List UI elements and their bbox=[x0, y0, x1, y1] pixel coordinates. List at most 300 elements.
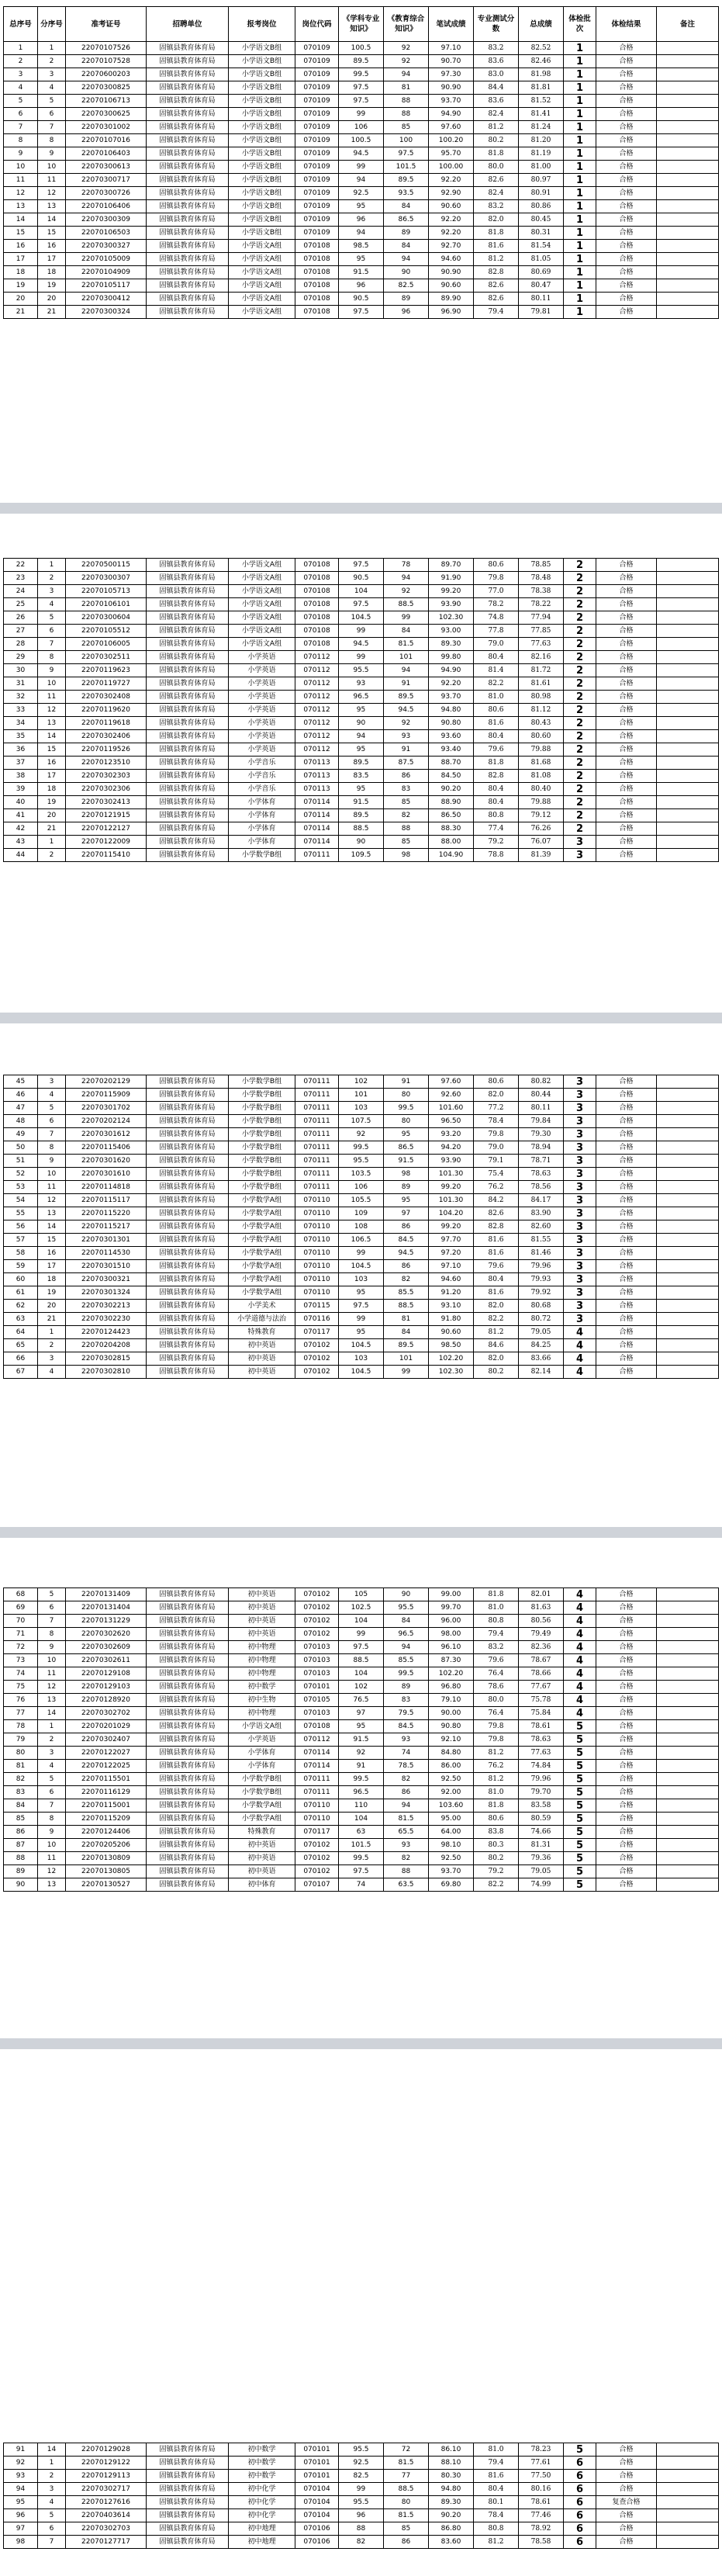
cell-total-no: 67 bbox=[4, 1366, 38, 1379]
table-row bbox=[4, 1366, 719, 1379]
cell-unit: 固镇县教育体育局 bbox=[147, 1720, 229, 1733]
cell-result: 合格 bbox=[596, 1601, 657, 1615]
cell-code: 070108 bbox=[295, 598, 339, 611]
table-row bbox=[4, 2457, 719, 2470]
cell-edu-score: 85 bbox=[384, 121, 429, 134]
cell-code: 070117 bbox=[295, 1826, 339, 1839]
cell-sub-no: 2 bbox=[38, 1733, 66, 1747]
cell-sub-no: 8 bbox=[38, 1628, 66, 1641]
cell-total-no: 54 bbox=[4, 1194, 38, 1207]
cell-unit: 固镇县教育体育局 bbox=[147, 2443, 229, 2457]
cell-subject-score: 95 bbox=[339, 1720, 384, 1733]
cell-edu-score: 77 bbox=[384, 2470, 429, 2483]
cell-written: 97.30 bbox=[429, 68, 474, 81]
cell-ticket: 22070300613 bbox=[66, 161, 147, 174]
cell-ticket: 22070119727 bbox=[66, 677, 147, 691]
cell-total-no: 52 bbox=[4, 1168, 38, 1181]
cell-total: 81.46 bbox=[519, 1247, 564, 1260]
cell-ticket: 22070114818 bbox=[66, 1181, 147, 1194]
cell-total: 80.16 bbox=[519, 2483, 564, 2496]
cell-total-no: 47 bbox=[4, 1102, 38, 1115]
cell-batch: 3 bbox=[564, 1115, 596, 1128]
cell-edu-score: 72 bbox=[384, 2443, 429, 2457]
cell-sub-no: 3 bbox=[38, 585, 66, 598]
cell-edu-score: 88.5 bbox=[384, 1300, 429, 1313]
cell-batch: 6 bbox=[564, 2536, 596, 2549]
table-row bbox=[4, 822, 719, 836]
cell-sub-no: 13 bbox=[38, 1207, 66, 1220]
cell-edu-score: 89 bbox=[384, 227, 429, 240]
cell-position: 初中物理 bbox=[229, 1654, 295, 1667]
cell-total-no: 34 bbox=[4, 717, 38, 730]
cell-skill: 79.2 bbox=[474, 1865, 519, 1878]
cell-edu-score: 83 bbox=[384, 1694, 429, 1707]
cell-subject-score: 104 bbox=[339, 1667, 384, 1681]
table-row bbox=[4, 1654, 719, 1667]
cell-code: 070106 bbox=[295, 2522, 339, 2536]
cell-subject-score: 99.5 bbox=[339, 1852, 384, 1865]
cell-position: 小学数学A组 bbox=[229, 1273, 295, 1286]
cell-ticket: 22070302413 bbox=[66, 796, 147, 809]
cell-batch: 3 bbox=[564, 1286, 596, 1300]
cell-position: 小学语文A组 bbox=[229, 585, 295, 598]
cell-unit: 固镇县教育体育局 bbox=[147, 625, 229, 638]
cell-code: 070102 bbox=[295, 1852, 339, 1865]
cell-total-no: 62 bbox=[4, 1300, 38, 1313]
cell-total: 79.05 bbox=[519, 1865, 564, 1878]
cell-total-no: 73 bbox=[4, 1654, 38, 1667]
cell-note bbox=[657, 1667, 719, 1681]
cell-batch: 1 bbox=[564, 161, 596, 174]
cell-written: 91.20 bbox=[429, 1286, 474, 1300]
cell-result: 合格 bbox=[596, 1799, 657, 1813]
cell-note bbox=[657, 822, 719, 836]
cell-batch: 3 bbox=[564, 1141, 596, 1155]
cell-sub-no: 5 bbox=[38, 2509, 66, 2522]
table-row bbox=[4, 213, 719, 227]
cell-skill: 80.8 bbox=[474, 2522, 519, 2536]
cell-code: 070108 bbox=[295, 572, 339, 585]
cell-subject-score: 102.5 bbox=[339, 1601, 384, 1615]
cell-code: 070107 bbox=[295, 1878, 339, 1892]
cell-skill: 77.4 bbox=[474, 822, 519, 836]
cell-edu-score: 98 bbox=[384, 849, 429, 862]
cell-total: 74.99 bbox=[519, 1878, 564, 1892]
cell-code: 070106 bbox=[295, 2536, 339, 2549]
cell-edu-score: 82 bbox=[384, 1273, 429, 1286]
cell-skill: 80.2 bbox=[474, 134, 519, 147]
cell-total: 77.63 bbox=[519, 1747, 564, 1760]
cell-sub-no: 3 bbox=[38, 1352, 66, 1366]
cell-subject-score: 92.5 bbox=[339, 187, 384, 200]
cell-subject-score: 110 bbox=[339, 1799, 384, 1813]
cell-skill: 81.4 bbox=[474, 664, 519, 677]
cell-written: 88.70 bbox=[429, 757, 474, 770]
cell-ticket: 22070302511 bbox=[66, 651, 147, 664]
cell-written: 83.60 bbox=[429, 2536, 474, 2549]
cell-written: 93.60 bbox=[429, 730, 474, 743]
cell-code: 070111 bbox=[295, 1773, 339, 1786]
table-row bbox=[4, 1681, 719, 1694]
cell-result: 合格 bbox=[596, 108, 657, 121]
cell-position: 小学语文A组 bbox=[229, 1720, 295, 1733]
cell-note bbox=[657, 1641, 719, 1654]
cell-skill: 81.2 bbox=[474, 1773, 519, 1786]
table-row bbox=[4, 1220, 719, 1234]
cell-position: 小学语文A组 bbox=[229, 638, 295, 651]
cell-note bbox=[657, 1720, 719, 1733]
cell-skill: 81.8 bbox=[474, 1799, 519, 1813]
cell-written: 86.00 bbox=[429, 1760, 474, 1773]
table-row bbox=[4, 677, 719, 691]
cell-total: 80.72 bbox=[519, 1313, 564, 1326]
cell-result: 合格 bbox=[596, 293, 657, 306]
table-row bbox=[4, 81, 719, 95]
table-row bbox=[4, 1313, 719, 1326]
cell-total-no: 16 bbox=[4, 240, 38, 253]
cell-unit: 固镇县教育体育局 bbox=[147, 1865, 229, 1878]
cell-batch: 3 bbox=[564, 1155, 596, 1168]
cell-skill: 82.2 bbox=[474, 1878, 519, 1892]
cell-ticket: 22070115501 bbox=[66, 1773, 147, 1786]
cell-subject-score: 88 bbox=[339, 2522, 384, 2536]
cell-total-no: 75 bbox=[4, 1681, 38, 1694]
cell-result: 合格 bbox=[596, 1366, 657, 1379]
cell-written: 69.80 bbox=[429, 1878, 474, 1892]
cell-skill: 80.1 bbox=[474, 2496, 519, 2509]
cell-total-no: 5 bbox=[4, 95, 38, 108]
cell-unit: 固镇县教育体育局 bbox=[147, 1760, 229, 1773]
cell-code: 070109 bbox=[295, 227, 339, 240]
cell-ticket: 22070130805 bbox=[66, 1865, 147, 1878]
cell-written: 93.00 bbox=[429, 625, 474, 638]
cell-written: 92.90 bbox=[429, 187, 474, 200]
cell-batch: 1 bbox=[564, 200, 596, 213]
cell-edu-score: 86 bbox=[384, 2536, 429, 2549]
table-header-row bbox=[4, 7, 719, 42]
cell-position: 小学语文A组 bbox=[229, 266, 295, 279]
cell-batch: 3 bbox=[564, 1234, 596, 1247]
cell-ticket: 22070130809 bbox=[66, 1852, 147, 1865]
cell-result: 合格 bbox=[596, 2443, 657, 2457]
cell-total-no: 55 bbox=[4, 1207, 38, 1220]
cell-edu-score: 92 bbox=[384, 42, 429, 55]
cell-unit: 固镇县教育体育局 bbox=[147, 1813, 229, 1826]
cell-position: 小学数学B组 bbox=[229, 849, 295, 862]
cell-note bbox=[657, 1852, 719, 1865]
table-row bbox=[4, 2443, 719, 2457]
cell-position: 小学语文B组 bbox=[229, 213, 295, 227]
cell-total-no: 22 bbox=[4, 559, 38, 572]
cell-code: 070111 bbox=[295, 1168, 339, 1181]
cell-written: 97.60 bbox=[429, 121, 474, 134]
cell-subject-score: 103.5 bbox=[339, 1168, 384, 1181]
cell-unit: 固镇县教育体育局 bbox=[147, 1641, 229, 1654]
cell-unit: 固镇县教育体育局 bbox=[147, 1273, 229, 1286]
cell-edu-score: 79.5 bbox=[384, 1707, 429, 1720]
cell-total-no: 33 bbox=[4, 704, 38, 717]
cell-result: 合格 bbox=[596, 2522, 657, 2536]
cell-total: 78.38 bbox=[519, 585, 564, 598]
cell-total: 80.82 bbox=[519, 1075, 564, 1089]
cell-edu-score: 83 bbox=[384, 783, 429, 796]
cell-sub-no: 15 bbox=[38, 227, 66, 240]
cell-code: 070102 bbox=[295, 1865, 339, 1878]
cell-written: 96.10 bbox=[429, 1641, 474, 1654]
cell-written: 88.90 bbox=[429, 796, 474, 809]
cell-total: 81.98 bbox=[519, 68, 564, 81]
cell-subject-score: 90.5 bbox=[339, 572, 384, 585]
page-divider bbox=[0, 2038, 722, 2049]
cell-skill: 80.8 bbox=[474, 809, 519, 822]
cell-ticket: 22070122027 bbox=[66, 1747, 147, 1760]
cell-total: 83.66 bbox=[519, 1352, 564, 1366]
cell-unit: 固镇县教育体育局 bbox=[147, 1707, 229, 1720]
cell-skill: 82.8 bbox=[474, 1220, 519, 1234]
cell-sub-no: 2 bbox=[38, 2470, 66, 2483]
cell-ticket: 22070106503 bbox=[66, 227, 147, 240]
cell-ticket: 22070115117 bbox=[66, 1194, 147, 1207]
cell-written: 90.60 bbox=[429, 200, 474, 213]
table-row bbox=[4, 572, 719, 585]
cell-edu-score: 92 bbox=[384, 55, 429, 68]
cell-unit: 固镇县教育体育局 bbox=[147, 559, 229, 572]
cell-position: 小学语文A组 bbox=[229, 598, 295, 611]
table-row bbox=[4, 1155, 719, 1168]
cell-code: 070109 bbox=[295, 81, 339, 95]
cell-note bbox=[657, 279, 719, 293]
cell-subject-score: 96 bbox=[339, 2509, 384, 2522]
cell-edu-score: 89.5 bbox=[384, 174, 429, 187]
cell-note bbox=[657, 1247, 719, 1260]
table-row bbox=[4, 1273, 719, 1286]
cell-result: 合格 bbox=[596, 1747, 657, 1760]
cell-note bbox=[657, 651, 719, 664]
cell-sub-no: 12 bbox=[38, 1194, 66, 1207]
cell-edu-score: 97.5 bbox=[384, 147, 429, 161]
cell-skill: 77.2 bbox=[474, 1102, 519, 1115]
cell-code: 070115 bbox=[295, 1300, 339, 1313]
cell-total: 81.72 bbox=[519, 664, 564, 677]
cell-total: 79.88 bbox=[519, 796, 564, 809]
table-row bbox=[4, 2522, 719, 2536]
cell-sub-no: 14 bbox=[38, 1220, 66, 1234]
cell-position: 初中英语 bbox=[229, 1601, 295, 1615]
cell-result: 合格 bbox=[596, 266, 657, 279]
cell-code: 070112 bbox=[295, 691, 339, 704]
cell-code: 070111 bbox=[295, 1102, 339, 1115]
cell-position: 小学数学B组 bbox=[229, 1128, 295, 1141]
cell-unit: 固镇县教育体育局 bbox=[147, 822, 229, 836]
cell-total-no: 24 bbox=[4, 585, 38, 598]
cell-ticket: 22070106713 bbox=[66, 95, 147, 108]
cell-written: 92.20 bbox=[429, 174, 474, 187]
cell-result: 合格 bbox=[596, 611, 657, 625]
cell-total: 79.92 bbox=[519, 1286, 564, 1300]
table-row bbox=[4, 1799, 719, 1813]
cell-total-no: 37 bbox=[4, 757, 38, 770]
cell-subject-score: 95 bbox=[339, 253, 384, 266]
cell-note bbox=[657, 1865, 719, 1878]
cell-note bbox=[657, 1089, 719, 1102]
cell-note bbox=[657, 1878, 719, 1892]
cell-unit: 固镇县教育体育局 bbox=[147, 1601, 229, 1615]
cell-subject-score: 96 bbox=[339, 279, 384, 293]
cell-subject-score: 106.5 bbox=[339, 1234, 384, 1247]
cell-total-no: 69 bbox=[4, 1601, 38, 1615]
cell-subject-score: 99 bbox=[339, 625, 384, 638]
cell-result: 合格 bbox=[596, 1313, 657, 1326]
cell-total: 81.05 bbox=[519, 253, 564, 266]
cell-sub-no: 5 bbox=[38, 95, 66, 108]
cell-written: 96.80 bbox=[429, 1681, 474, 1694]
cell-code: 070112 bbox=[295, 651, 339, 664]
cell-ticket: 22070300717 bbox=[66, 174, 147, 187]
cell-written: 94.80 bbox=[429, 2483, 474, 2496]
table-row bbox=[4, 266, 719, 279]
cell-note bbox=[657, 161, 719, 174]
cell-batch: 5 bbox=[564, 1813, 596, 1826]
cell-unit: 固镇县教育体育局 bbox=[147, 1352, 229, 1366]
cell-note bbox=[657, 2457, 719, 2470]
cell-written: 92.70 bbox=[429, 240, 474, 253]
cell-batch: 1 bbox=[564, 108, 596, 121]
cell-total: 77.50 bbox=[519, 2470, 564, 2483]
cell-code: 070112 bbox=[295, 743, 339, 757]
cell-position: 小学音乐 bbox=[229, 757, 295, 770]
cell-sub-no: 3 bbox=[38, 68, 66, 81]
cell-note bbox=[657, 743, 719, 757]
cell-batch: 1 bbox=[564, 227, 596, 240]
cell-code: 070110 bbox=[295, 1220, 339, 1234]
cell-subject-score: 99 bbox=[339, 1247, 384, 1260]
cell-note bbox=[657, 1694, 719, 1707]
cell-result: 合格 bbox=[596, 161, 657, 174]
cell-written: 90.00 bbox=[429, 1707, 474, 1720]
cell-written: 90.60 bbox=[429, 1326, 474, 1339]
cell-total: 76.07 bbox=[519, 836, 564, 849]
cell-sub-no: 11 bbox=[38, 174, 66, 187]
cell-batch: 1 bbox=[564, 81, 596, 95]
cell-edu-score: 93 bbox=[384, 1733, 429, 1747]
cell-written: 88.10 bbox=[429, 2457, 474, 2470]
cell-note bbox=[657, 1181, 719, 1194]
cell-note bbox=[657, 1615, 719, 1628]
cell-batch: 5 bbox=[564, 1865, 596, 1878]
cell-sub-no: 3 bbox=[38, 1747, 66, 1760]
cell-unit: 固镇县教育体育局 bbox=[147, 42, 229, 55]
cell-written: 90.70 bbox=[429, 55, 474, 68]
cell-result: 合格 bbox=[596, 2509, 657, 2522]
cell-result: 合格 bbox=[596, 1102, 657, 1115]
cell-code: 070111 bbox=[295, 1115, 339, 1128]
cell-unit: 固镇县教育体育局 bbox=[147, 849, 229, 862]
cell-unit: 固镇县教育体育局 bbox=[147, 2457, 229, 2470]
cell-unit: 固镇县教育体育局 bbox=[147, 757, 229, 770]
cell-total-no: 66 bbox=[4, 1352, 38, 1366]
cell-result: 复查合格 bbox=[596, 2496, 657, 2509]
cell-subject-score: 95 bbox=[339, 783, 384, 796]
cell-sub-no: 3 bbox=[38, 2483, 66, 2496]
cell-total: 80.40 bbox=[519, 783, 564, 796]
cell-result: 合格 bbox=[596, 1641, 657, 1654]
cell-code: 070114 bbox=[295, 836, 339, 849]
cell-sub-no: 19 bbox=[38, 1286, 66, 1300]
cell-note bbox=[657, 1601, 719, 1615]
cell-total-no: 68 bbox=[4, 1588, 38, 1601]
cell-written: 97.20 bbox=[429, 1247, 474, 1260]
cell-subject-score: 104 bbox=[339, 1615, 384, 1628]
cell-code: 070108 bbox=[295, 253, 339, 266]
cell-note bbox=[657, 55, 719, 68]
cell-ticket: 22070122009 bbox=[66, 836, 147, 849]
cell-skill: 80.6 bbox=[474, 559, 519, 572]
cell-skill: 81.6 bbox=[474, 1247, 519, 1260]
cell-edu-score: 80 bbox=[384, 1115, 429, 1128]
cell-subject-score: 103 bbox=[339, 1102, 384, 1115]
cell-note bbox=[657, 227, 719, 240]
cell-edu-score: 88 bbox=[384, 822, 429, 836]
cell-total: 82.14 bbox=[519, 1366, 564, 1379]
cell-result: 合格 bbox=[596, 1839, 657, 1852]
cell-batch: 2 bbox=[564, 822, 596, 836]
cell-edu-score: 88.5 bbox=[384, 2483, 429, 2496]
cell-sub-no: 15 bbox=[38, 1234, 66, 1247]
results-table-page-2 bbox=[3, 558, 719, 862]
cell-written: 94.90 bbox=[429, 108, 474, 121]
cell-edu-score: 99 bbox=[384, 611, 429, 625]
cell-edu-score: 91 bbox=[384, 743, 429, 757]
cell-ticket: 22070300412 bbox=[66, 293, 147, 306]
cell-edu-score: 95 bbox=[384, 1194, 429, 1207]
cell-note bbox=[657, 1839, 719, 1852]
cell-skill: 82.0 bbox=[474, 1300, 519, 1313]
table-row bbox=[4, 559, 719, 572]
cell-batch: 1 bbox=[564, 213, 596, 227]
cell-sub-no: 16 bbox=[38, 1247, 66, 1260]
cell-result: 合格 bbox=[596, 213, 657, 227]
cell-ticket: 22070115217 bbox=[66, 1220, 147, 1234]
cell-sub-no: 13 bbox=[38, 717, 66, 730]
cell-ticket: 22070300309 bbox=[66, 213, 147, 227]
cell-sub-no: 11 bbox=[38, 1667, 66, 1681]
cell-unit: 固镇县教育体育局 bbox=[147, 572, 229, 585]
cell-sub-no: 5 bbox=[38, 1102, 66, 1115]
cell-ticket: 22070129122 bbox=[66, 2457, 147, 2470]
cell-edu-score: 88 bbox=[384, 1865, 429, 1878]
cell-position: 小学语文B组 bbox=[229, 187, 295, 200]
cell-position: 小学语文A组 bbox=[229, 559, 295, 572]
cell-note bbox=[657, 572, 719, 585]
cell-result: 合格 bbox=[596, 1141, 657, 1155]
table-row bbox=[4, 147, 719, 161]
cell-position: 初中英语 bbox=[229, 1339, 295, 1352]
cell-ticket: 22070105713 bbox=[66, 585, 147, 598]
cell-skill: 74.8 bbox=[474, 611, 519, 625]
cell-result: 合格 bbox=[596, 1733, 657, 1747]
cell-skill: 81.8 bbox=[474, 1588, 519, 1601]
cell-edu-score: 82.5 bbox=[384, 279, 429, 293]
cell-result: 合格 bbox=[596, 306, 657, 319]
cell-result: 合格 bbox=[596, 1300, 657, 1313]
cell-unit: 固镇县教育体育局 bbox=[147, 1181, 229, 1194]
cell-position: 小学语文A组 bbox=[229, 279, 295, 293]
cell-batch: 4 bbox=[564, 1366, 596, 1379]
cell-subject-score: 97.5 bbox=[339, 1641, 384, 1654]
cell-note bbox=[657, 598, 719, 611]
cell-sub-no: 1 bbox=[38, 1720, 66, 1733]
cell-batch: 1 bbox=[564, 121, 596, 134]
